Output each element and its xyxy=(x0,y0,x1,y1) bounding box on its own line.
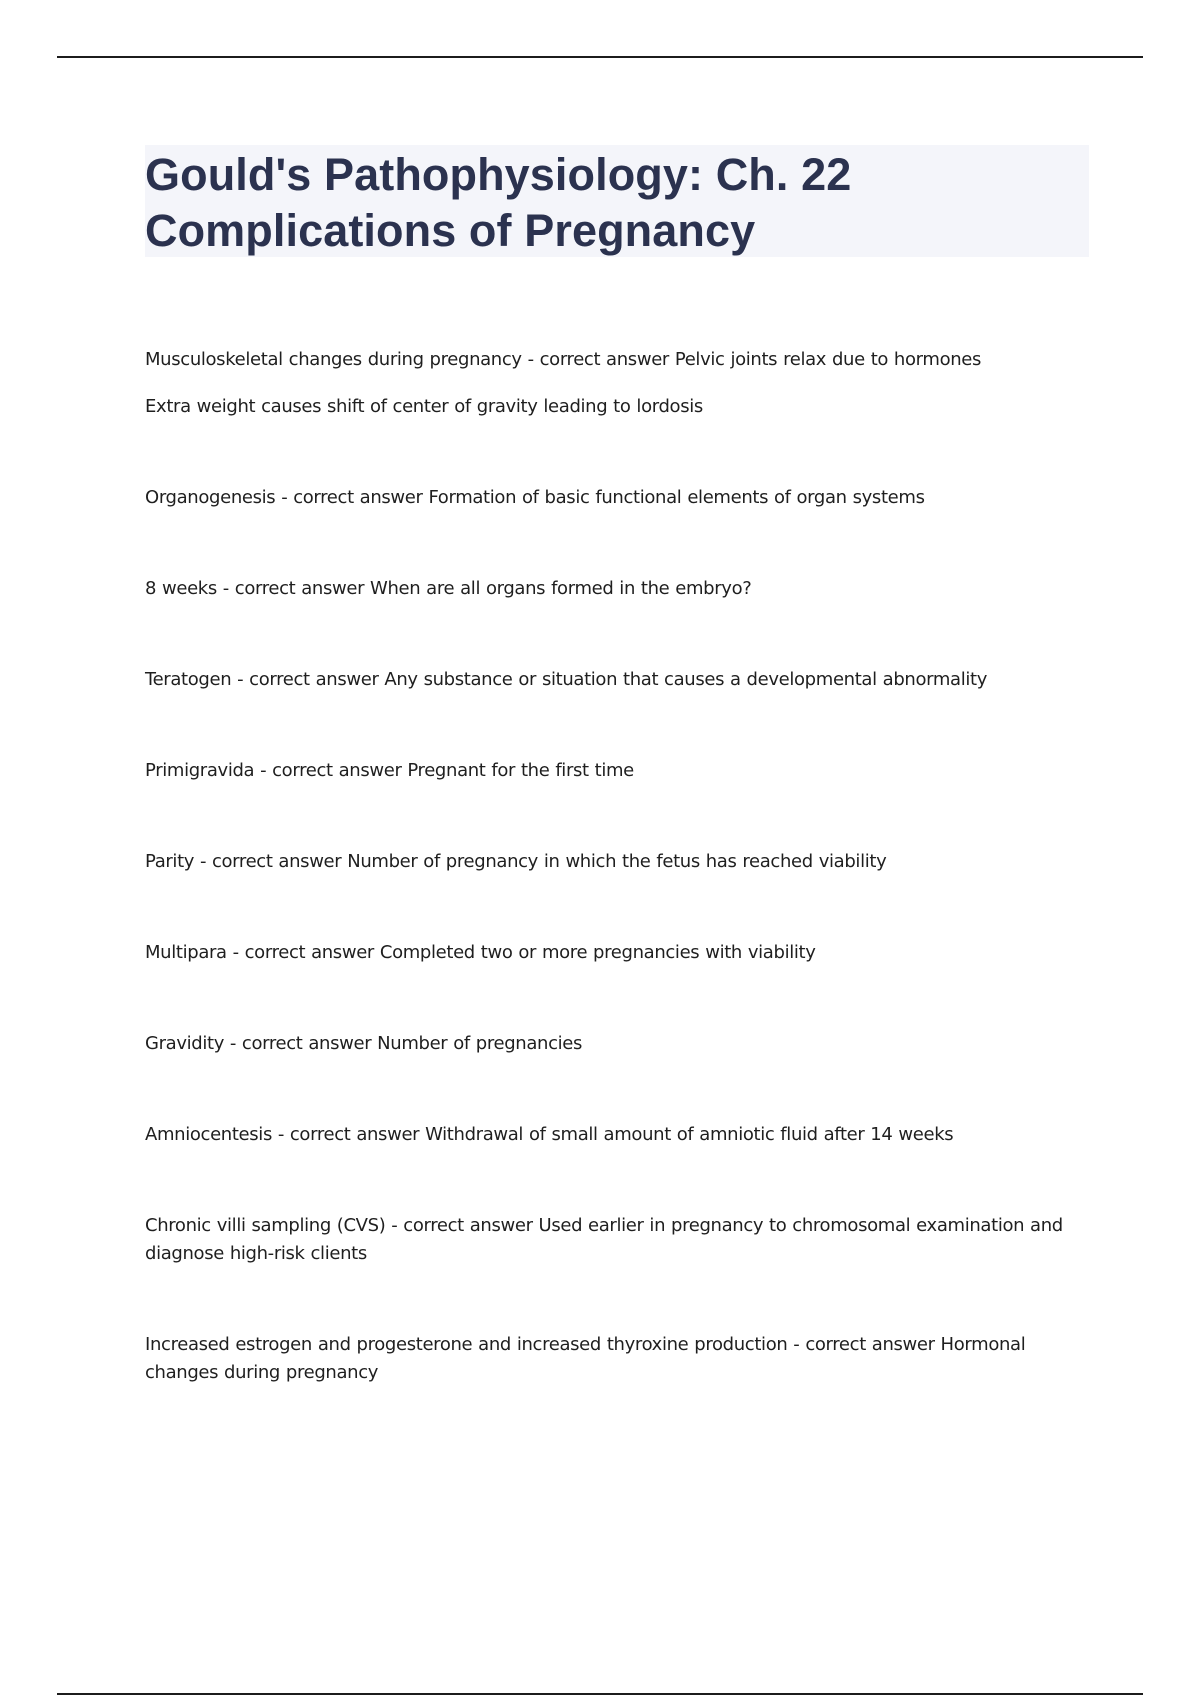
entry-primigravida: Primigravida - correct answer Pregnant for the first time xyxy=(145,760,634,781)
top-rule xyxy=(57,56,1143,58)
entry-multipara: Multipara - correct answer Completed two or more pregnancies with viability xyxy=(145,942,816,963)
entry-parity: Parity - correct answer Number of pregnancy in which the fetus has reached viability xyxy=(145,851,887,872)
title-banner xyxy=(145,145,1089,257)
bottom-rule xyxy=(57,1693,1143,1695)
document-title: Gould's Pathophysiology: Ch. 22 Complications of Pregnancy xyxy=(145,149,852,256)
entry-8-weeks: 8 weeks - correct answer When are all organs formed in the embryo? xyxy=(145,578,752,599)
entry-gravidity: Gravidity - correct answer Number of pregnancies xyxy=(145,1033,583,1054)
entry-amniocentesis: Amniocentesis - correct answer Withdrawal of small amount of amniotic fluid after 14 weeks xyxy=(145,1124,954,1145)
entry-musculoskeletal-continued: Extra weight causes shift of center of gravity leading to lordosis xyxy=(145,396,703,417)
entry-hormonal-changes: Increased estrogen and progesterone and increased thyroxine production - correct answer Hormonal changes during pregnancy xyxy=(145,1334,1026,1383)
entry-teratogen: Teratogen - correct answer Any substance or situation that causes a developmental abnormality xyxy=(145,669,988,690)
entry-musculoskeletal: Musculoskeletal changes during pregnancy - correct answer Pelvic joints relax due to hormones xyxy=(145,349,982,370)
entry-chronic-villi-sampling: Chronic villi sampling (CVS) - correct answer Used earlier in pregnancy to chromosomal examination and diagnose high-risk clients xyxy=(145,1215,1063,1264)
entry-organogenesis: Organogenesis - correct answer Formation of basic functional elements of organ systems xyxy=(145,487,925,508)
